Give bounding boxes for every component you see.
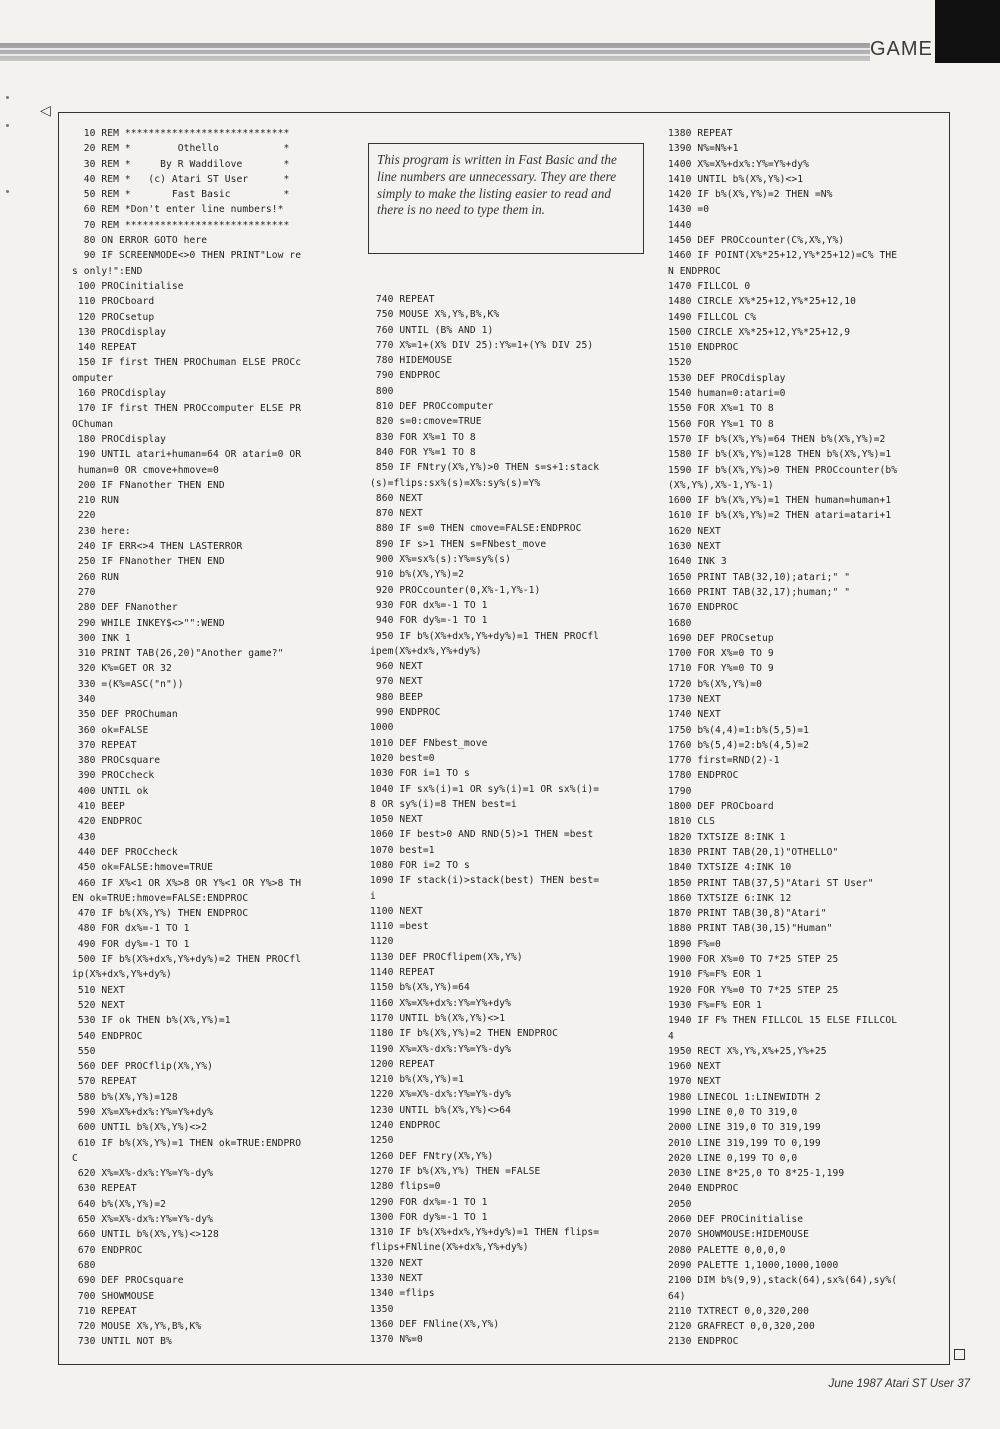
- code-line: 170 IF first THEN PROCcomputer ELSE PR: [72, 403, 302, 415]
- code-line: 1250: [370, 1135, 394, 1147]
- code-line: 350 DEF PROChuman: [72, 709, 178, 721]
- code-line: 1370 N%=0: [370, 1334, 423, 1346]
- code-line: 680: [72, 1259, 96, 1271]
- page-edge-tab: [935, 0, 1000, 63]
- code-line: 40 REM * (c) Atari ST User *: [72, 173, 290, 185]
- code-line: 550: [72, 1045, 96, 1057]
- code-line: 1230 UNTIL b%(X%,Y%)<>64: [370, 1104, 512, 1116]
- code-line: 580 b%(X%,Y%)=128: [72, 1091, 178, 1103]
- code-line: 1610 IF b%(X%,Y%)=2 THEN atari=atari+1: [668, 510, 892, 522]
- code-line: 1020 best=0: [370, 752, 435, 764]
- code-line: OChuman: [72, 418, 114, 430]
- code-line: 1820 TXTSIZE 8:INK 1: [668, 831, 786, 843]
- code-line: 1190 X%=X%-dx%:Y%=Y%-dy%: [370, 1043, 512, 1055]
- code-line: 1680: [668, 617, 692, 629]
- code-line: 280 DEF FNanother: [72, 602, 178, 614]
- code-line: 30 REM * By R Waddilove *: [72, 158, 290, 170]
- code-line: 220: [72, 510, 96, 522]
- code-line: 1910 F%=F% EOR 1: [668, 969, 763, 981]
- code-line: 1700 FOR X%=0 TO 9: [668, 648, 774, 660]
- code-line: 1520: [668, 357, 692, 369]
- code-line: 1640 INK 3: [668, 556, 727, 568]
- code-line: 420 ENDPROC: [72, 816, 143, 828]
- code-line: 1900 FOR X%=0 TO 7*25 STEP 25: [668, 954, 839, 966]
- code-line: (X%,Y%),X%-1,Y%-1): [668, 479, 774, 491]
- code-line: 70 REM ****************************: [72, 219, 290, 231]
- code-line: 1880 PRINT TAB(30,15)"Human": [668, 923, 833, 935]
- code-line: 270: [72, 586, 96, 598]
- code-line: 1130 DEF PROCflipem(X%,Y%): [370, 951, 523, 963]
- code-line: 100 PROCinitialise: [72, 280, 184, 292]
- code-line: 290 WHILE INKEY$<>"":WEND: [72, 617, 225, 629]
- code-line: 1110 =best: [370, 921, 429, 933]
- code-line: 1400 X%=X%+dx%:Y%=Y%+dy%: [668, 158, 810, 170]
- code-line: 160 PROCdisplay: [72, 388, 167, 400]
- footer-issue: June 1987: [828, 1378, 883, 1390]
- code-line: 1580 IF b%(X%,Y%)=128 THEN b%(X%,Y%)=1: [668, 449, 892, 461]
- code-line: 1720 b%(X%,Y%)=0: [668, 678, 763, 690]
- code-line: 890 IF s>1 THEN s=FNbest_move: [370, 538, 547, 550]
- header-rule: [0, 43, 870, 61]
- code-line: 1630 NEXT: [668, 541, 721, 553]
- code-line: 980 BEEP: [370, 691, 423, 703]
- code-line: 2060 DEF PROCinitialise: [668, 1214, 804, 1226]
- code-line: 1970 NEXT: [668, 1076, 721, 1088]
- margin-mark: [6, 124, 9, 127]
- code-line: 570 REPEAT: [72, 1076, 137, 1088]
- code-line: 2100 DIM b%(9,9),stack(64),sx%(64),sy%(: [668, 1275, 898, 1287]
- section-label: GAME: [870, 38, 933, 60]
- code-line: 1410 UNTIL b%(X%,Y%)<>1: [668, 173, 804, 185]
- code-line: 710 REPEAT: [72, 1305, 137, 1317]
- code-line: 2000 LINE 319,0 TO 319,199: [668, 1122, 821, 1134]
- code-line: 190 UNTIL atari+human=64 OR atari=0 OR: [72, 449, 302, 461]
- code-line: 1990 LINE 0,0 TO 319,0: [668, 1107, 798, 1118]
- code-line: 1510 ENDPROC: [668, 342, 739, 354]
- code-line: C: [72, 1152, 78, 1164]
- code-line: 1300 FOR dy%=-1 TO 1: [370, 1211, 488, 1223]
- code-line: i: [370, 890, 376, 902]
- code-line: 1050 NEXT: [370, 814, 423, 826]
- code-line: 340: [72, 693, 96, 705]
- listing-column-2: [370, 292, 599, 1347]
- typing-note-box: [368, 143, 644, 254]
- code-line: 1330 NEXT: [370, 1273, 423, 1284]
- code-line: 310 PRINT TAB(26,20)"Another game?": [72, 648, 284, 660]
- code-line: 440 DEF PROCcheck: [72, 846, 178, 858]
- code-line: 1100 NEXT: [370, 905, 423, 917]
- code-line: 1260 DEF FNtry(X%,Y%): [370, 1150, 494, 1162]
- code-line: 110 PROCboard: [72, 296, 155, 308]
- code-line: 1010 DEF FNbest_move: [370, 737, 488, 749]
- code-line: 1140 REPEAT: [370, 967, 435, 979]
- code-line: 460 IF X%<1 OR X%>8 OR Y%<1 OR Y%>8 TH: [72, 877, 302, 889]
- code-line: 2050: [668, 1198, 692, 1210]
- code-line: 990 ENDPROC: [370, 707, 441, 719]
- code-line: 1500 CIRCLE X%*25+12,Y%*25+12,9: [668, 326, 851, 338]
- code-line: 20 REM * Othello *: [72, 143, 290, 155]
- code-line: 640 b%(X%,Y%)=2: [72, 1198, 167, 1210]
- code-line: 1440: [668, 219, 692, 231]
- code-line: 1950 RECT X%,Y%,X%+25,Y%+25: [668, 1045, 827, 1057]
- code-line: 1150 b%(X%,Y%)=64: [370, 982, 470, 994]
- code-line: ipem(X%+dx%,Y%+dy%): [370, 645, 482, 657]
- code-line: ip(X%+dx%,Y%+dy%): [72, 969, 172, 981]
- code-line: 560 DEF PROCflip(X%,Y%): [72, 1061, 214, 1073]
- code-line: 2090 PALETTE 1,1000,1000,1000: [668, 1259, 839, 1271]
- code-line: 1180 IF b%(X%,Y%)=2 THEN ENDPROC: [370, 1028, 559, 1040]
- code-line: 1750 b%(4,4)=1:b%(5,5)=1: [668, 724, 810, 736]
- code-line: 1800 DEF PROCboard: [668, 801, 774, 813]
- code-line: 1650 PRINT TAB(32,10);atari;" ": [668, 571, 851, 583]
- code-line: 810 DEF PROCcomputer: [370, 401, 494, 413]
- code-line: 1000: [370, 722, 394, 734]
- code-line: 1730 NEXT: [668, 693, 721, 705]
- code-line: 1860 TXTSIZE 6:INK 12: [668, 892, 792, 904]
- code-line: 64): [668, 1290, 686, 1302]
- code-line: 2040 ENDPROC: [668, 1183, 739, 1195]
- code-line: 1360 DEF FNline(X%,Y%): [370, 1318, 500, 1330]
- code-line: 200 IF FNanother THEN END: [72, 479, 225, 491]
- code-line: 10 REM ****************************: [72, 128, 290, 139]
- code-line: 1120: [370, 936, 394, 948]
- code-line: 720 MOUSE X%,Y%,B%,K%: [72, 1321, 202, 1333]
- code-line: 130 PROCdisplay: [72, 326, 167, 338]
- code-line: 320 K%=GET OR 32: [72, 663, 172, 675]
- code-line: 2070 SHOWMOUSE:HIDEMOUSE: [668, 1229, 810, 1241]
- code-line: 1740 NEXT: [668, 709, 721, 721]
- code-line: 370 REPEAT: [72, 739, 137, 751]
- code-line: 150 IF first THEN PROChuman ELSE PROCc: [72, 357, 302, 369]
- code-line: 1570 IF b%(X%,Y%)=64 THEN b%(X%,Y%)=2: [668, 433, 886, 445]
- page-number: 37: [957, 1378, 970, 1390]
- code-line: 1430 =0: [668, 204, 710, 216]
- code-line: 480 FOR dx%=-1 TO 1: [72, 923, 190, 935]
- code-line: 670 ENDPROC: [72, 1244, 143, 1256]
- code-line: 300 INK 1: [72, 632, 131, 644]
- code-line: 1210 b%(X%,Y%)=1: [370, 1074, 465, 1086]
- code-line: 1870 PRINT TAB(30,8)"Atari": [668, 908, 827, 920]
- code-line: 930 FOR dx%=-1 TO 1: [370, 599, 488, 611]
- code-line: 210 RUN: [72, 495, 120, 507]
- margin-mark: [6, 190, 9, 193]
- code-line: 1070 best=1: [370, 844, 435, 856]
- typing-note-text: This program is written in Fast Basic and the line numbers are unnecessary. They are there simply to make the listing easier to read and there is no need to type them in.: [377, 152, 617, 218]
- code-line: 1590 IF b%(X%,Y%)>0 THEN PROCcounter(b%: [668, 464, 898, 476]
- listing-column-1: [72, 126, 301, 1350]
- code-line: 1420 IF b%(X%,Y%)=2 THEN =N%: [668, 189, 833, 201]
- code-line: 1540 human=0:atari=0: [668, 388, 786, 400]
- code-line: 1220 X%=X%-dx%:Y%=Y%-dy%: [370, 1089, 512, 1101]
- code-line: 910 b%(X%,Y%)=2: [370, 569, 465, 581]
- code-line: 900 X%=sx%(s):Y%=sy%(s): [370, 554, 512, 566]
- code-line: 1940 IF F% THEN FILLCOL 15 ELSE FILLCOL: [668, 1015, 898, 1027]
- code-line: 1850 PRINT TAB(37,5)"Atari ST User": [668, 877, 874, 889]
- code-line: 790 ENDPROC: [370, 370, 441, 382]
- code-line: 660 UNTIL b%(X%,Y%)<>128: [72, 1229, 219, 1241]
- code-line: 1670 ENDPROC: [668, 602, 739, 614]
- code-line: 1390 N%=N%+1: [668, 143, 739, 155]
- code-line: s only!":END: [72, 265, 143, 277]
- code-line: 1830 PRINT TAB(20,1)"OTHELLO": [668, 846, 839, 858]
- code-line: 700 SHOWMOUSE: [72, 1290, 155, 1302]
- code-line: 1060 IF best>0 AND RND(5)>1 THEN =best: [370, 829, 594, 841]
- code-line: 490 FOR dy%=-1 TO 1: [72, 938, 190, 950]
- code-line: 1200 REPEAT: [370, 1058, 435, 1070]
- code-line: 1090 IF stack(i)>stack(best) THEN best=: [370, 875, 600, 887]
- code-line: 1930 F%=F% EOR 1: [668, 999, 763, 1011]
- code-line: EN ok=TRUE:hmove=FALSE:ENDPROC: [72, 892, 249, 904]
- margin-mark: [6, 96, 9, 99]
- code-line: 610 IF b%(X%,Y%)=1 THEN ok=TRUE:ENDPRO: [72, 1137, 302, 1149]
- code-line: 830 FOR X%=1 TO 8: [370, 431, 476, 443]
- code-line: 400 UNTIL ok: [72, 785, 149, 797]
- code-line: 1490 FILLCOL C%: [668, 311, 757, 323]
- code-line: 800: [370, 385, 394, 397]
- code-line: 970 NEXT: [370, 676, 423, 688]
- code-line: 1780 ENDPROC: [668, 770, 739, 782]
- code-line: 250 IF FNanother THEN END: [72, 556, 225, 568]
- code-line: 530 IF ok THEN b%(X%,Y%)=1: [72, 1015, 231, 1027]
- code-line: omputer: [72, 372, 114, 384]
- code-line: 410 BEEP: [72, 801, 125, 813]
- code-line: 380 PROCsquare: [72, 755, 161, 767]
- code-line: 690 DEF PROCsquare: [72, 1275, 184, 1287]
- code-line: 50 REM * Fast Basic *: [72, 189, 290, 201]
- code-line: 1340 =flips: [370, 1288, 435, 1300]
- code-line: 1690 DEF PROCsetup: [668, 632, 774, 644]
- code-line: 1040 IF sx%(i)=1 OR sy%(i)=1 OR sx%(i)=: [370, 783, 600, 795]
- code-line: 740 REPEAT: [370, 294, 435, 305]
- code-line: 140 REPEAT: [72, 342, 137, 354]
- code-line: 1470 FILLCOL 0: [668, 280, 751, 292]
- code-line: 1890 F%=0: [668, 938, 721, 950]
- code-line: 650 X%=X%-dx%:Y%=Y%-dy%: [72, 1214, 214, 1226]
- code-line: 510 NEXT: [72, 984, 125, 996]
- code-line: 360 ok=FALSE: [72, 724, 149, 736]
- code-line: 1840 TXTSIZE 4:INK 10: [668, 862, 792, 874]
- code-line: 1620 NEXT: [668, 525, 721, 537]
- code-line: 1600 IF b%(X%,Y%)=1 THEN human=human+1: [668, 495, 892, 507]
- code-line: 2110 TXTRECT 0,0,320,200: [668, 1305, 810, 1317]
- footer-magazine: Atari ST User: [884, 1378, 954, 1390]
- code-line: 2120 GRAFRECT 0,0,320,200: [668, 1321, 815, 1333]
- continue-arrow-icon: ◁: [40, 103, 51, 119]
- code-line: 8 OR sy%(i)=8 THEN best=i: [370, 798, 517, 810]
- end-of-listing-icon: [954, 1349, 965, 1360]
- code-line: 1380 REPEAT: [668, 128, 733, 139]
- code-line: 1790: [668, 785, 692, 797]
- code-line: 1270 IF b%(X%,Y%) THEN =FALSE: [370, 1165, 541, 1177]
- code-line: 870 NEXT: [370, 508, 423, 520]
- code-line: 1810 CLS: [668, 816, 716, 828]
- code-line: 1450 DEF PROCcounter(C%,X%,Y%): [668, 235, 845, 247]
- code-line: 120 PROCsetup: [72, 311, 155, 323]
- code-line: 2130 ENDPROC: [668, 1336, 739, 1348]
- code-line: 1160 X%=X%+dx%:Y%=Y%+dy%: [370, 997, 512, 1009]
- code-line: 1170 UNTIL b%(X%,Y%)<>1: [370, 1012, 506, 1024]
- code-line: 2030 LINE 8*25,0 TO 8*25-1,199: [668, 1168, 845, 1180]
- code-line: 920 PROCcounter(0,X%-1,Y%-1): [370, 584, 541, 596]
- code-line: 1080 FOR i=2 TO s: [370, 859, 470, 871]
- code-line: 500 IF b%(X%+dx%,Y%+dy%)=2 THEN PROCfl: [72, 954, 302, 966]
- code-line: 1320 NEXT: [370, 1257, 423, 1269]
- listing-column-3: [668, 126, 897, 1350]
- code-line: 600 UNTIL b%(X%,Y%)<>2: [72, 1122, 208, 1134]
- code-line: 1480 CIRCLE X%*25+12,Y%*25+12,10: [668, 296, 857, 308]
- code-line: 2020 LINE 0,199 TO 0,0: [668, 1152, 798, 1164]
- code-line: 1460 IF POINT(X%*25+12,Y%*25+12)=C% THE: [668, 250, 898, 262]
- code-line: 390 PROCcheck: [72, 770, 155, 782]
- code-line: 2010 LINE 319,199 TO 0,199: [668, 1137, 821, 1149]
- code-line: 590 X%=X%+dx%:Y%=Y%+dy%: [72, 1107, 214, 1118]
- code-line: 820 s=0:cmove=TRUE: [370, 416, 482, 428]
- code-line: 1530 DEF PROCdisplay: [668, 372, 786, 384]
- code-line: 840 FOR Y%=1 TO 8: [370, 446, 476, 458]
- code-line: 1960 NEXT: [668, 1061, 721, 1073]
- code-line: flips+FNline(X%+dx%,Y%+dy%): [370, 1242, 529, 1254]
- code-line: 1550 FOR X%=1 TO 8: [668, 403, 774, 415]
- code-line: 630 REPEAT: [72, 1183, 137, 1195]
- code-line: 1560 FOR Y%=1 TO 8: [668, 418, 774, 430]
- code-line: N ENDPROC: [668, 265, 721, 277]
- code-line: 520 NEXT: [72, 999, 125, 1011]
- code-line: 230 here:: [72, 525, 131, 537]
- code-line: 850 IF FNtry(X%,Y%)>0 THEN s=s+1:stack: [370, 462, 600, 474]
- code-line: 90 IF SCREENMODE<>0 THEN PRINT"Low re: [72, 250, 302, 262]
- code-line: 450 ok=FALSE:hmove=TRUE: [72, 862, 214, 874]
- code-line: 950 IF b%(X%+dx%,Y%+dy%)=1 THEN PROCfl: [370, 630, 600, 642]
- code-line: 430: [72, 831, 96, 843]
- code-line: 4: [668, 1030, 674, 1042]
- code-line: human=0 OR cmove+hmove=0: [72, 464, 219, 476]
- code-line: 750 MOUSE X%,Y%,B%,K%: [370, 309, 500, 321]
- code-line: 2080 PALETTE 0,0,0,0: [668, 1244, 786, 1256]
- code-line: 260 RUN: [72, 571, 120, 583]
- code-line: 240 IF ERR<>4 THEN LASTERROR: [72, 541, 243, 553]
- code-line: (s)=flips:sx%(s)=X%:sy%(s)=Y%: [370, 477, 541, 489]
- code-line: 780 HIDEMOUSE: [370, 355, 453, 367]
- code-line: 1280 flips=0: [370, 1181, 441, 1193]
- code-line: 1760 b%(5,4)=2:b%(4,5)=2: [668, 739, 810, 751]
- code-line: 940 FOR dy%=-1 TO 1: [370, 615, 488, 627]
- code-line: 1980 LINECOL 1:LINEWIDTH 2: [668, 1091, 821, 1103]
- code-line: 760 UNTIL (B% AND 1): [370, 324, 494, 336]
- code-line: 540 ENDPROC: [72, 1030, 143, 1042]
- code-line: 180 PROCdisplay: [72, 433, 167, 445]
- code-line: 470 IF b%(X%,Y%) THEN ENDPROC: [72, 908, 249, 920]
- code-line: 1310 IF b%(X%+dx%,Y%+dy%)=1 THEN flips=: [370, 1227, 600, 1239]
- code-line: 880 IF s=0 THEN cmove=FALSE:ENDPROC: [370, 523, 582, 535]
- code-line: 1290 FOR dx%=-1 TO 1: [370, 1196, 488, 1208]
- code-line: 1920 FOR Y%=0 TO 7*25 STEP 25: [668, 984, 839, 996]
- code-line: 80 ON ERROR GOTO here: [72, 235, 208, 247]
- code-line: 620 X%=X%-dx%:Y%=Y%-dy%: [72, 1168, 214, 1180]
- code-line: 1030 FOR i=1 TO s: [370, 768, 470, 780]
- code-line: 960 NEXT: [370, 661, 423, 673]
- code-line: 60 REM *Don't enter line numbers!*: [72, 204, 284, 216]
- code-line: 330 =(K%=ASC("n")): [72, 678, 184, 690]
- page-footer: [828, 1378, 970, 1390]
- code-line: 1350: [370, 1303, 394, 1315]
- code-line: 1660 PRINT TAB(32,17);human;" ": [668, 586, 851, 598]
- code-line: 730 UNTIL NOT B%: [72, 1336, 172, 1348]
- code-line: 860 NEXT: [370, 492, 423, 504]
- code-line: 1710 FOR Y%=0 TO 9: [668, 663, 774, 675]
- code-line: 1240 ENDPROC: [370, 1120, 441, 1132]
- code-line: 1770 first=RND(2)-1: [668, 755, 780, 767]
- code-line: 770 X%=1+(X% DIV 25):Y%=1+(Y% DIV 25): [370, 339, 594, 351]
